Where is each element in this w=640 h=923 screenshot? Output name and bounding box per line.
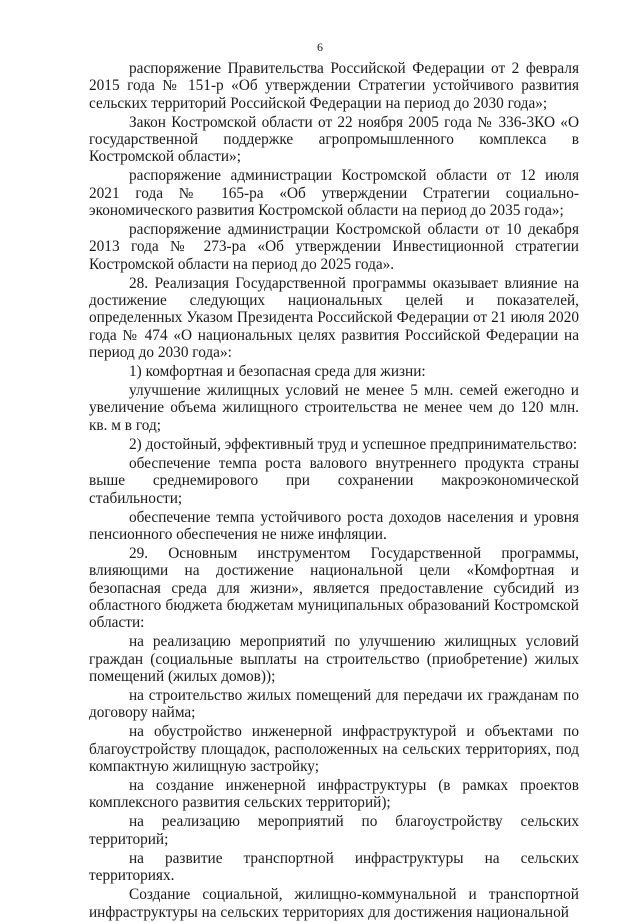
paragraph-investment-strategy: распоряжение администрации Костромской области от 10 декабря 2013 года № 273-ра «Об утверждении Инвестиционной стратегии Костромской области на период до 2025 года».	[89, 221, 579, 273]
paragraph-goal-2-indicator-gdp: обеспечение темпа роста валового внутреннего продукта страны выше среднемирового при сохранении макроэкономической стабильности;	[89, 454, 579, 507]
paragraph-section-29: 29. Основным инструментом Государственной программы, влияющими на достижение национальной цели «Комфортная и безопасная среда для жизни», является предоставление субсидий из областного бюджета бюджетам муниципальных образований Костромской области:	[89, 544, 579, 632]
page-number: 6	[317, 40, 323, 54]
paragraph-subsidy-rental: на строительство жилых помещений для передачи их гражданам по договору найма;	[89, 686, 579, 722]
paragraph-section-28: 28. Реализация Государственной программы оказывает влияние на достижение следующих национальных целей и показателей, определенных Указом Президента Российской Федерации от 21 июля 2020 года № 474 «О национальных целях развития Российской Федерации на период до 2030 года»:	[89, 274, 579, 361]
paragraph-law-336: Закон Костромской области от 22 ноября 2005 года № 336-3КО «О государственной поддержке агропромышленного комплекса в Костромской области»;	[89, 113, 579, 166]
paragraph-subsidy-engineering: на создание инженерной инфраструктуры (в рамках проектов комплексного развития сельских территорий);	[89, 777, 579, 812]
paragraph-subsidy-housing: на реализацию мероприятий по улучшению жилищных условий граждан (социальные выплаты на строительство (приобретение) жилых помещений (жилых домов));	[89, 633, 579, 685]
paragraph-goal-1: 1) комфортная и безопасная среда для жизни:	[129, 363, 426, 381]
paragraph-subsidy-transport: на развитие транспортной инфраструктуры на сельских территориях.	[89, 849, 579, 885]
paragraph-strategy-rural-2030: распоряжение Правительства Российской Федерации от 2 февраля 2015 года № 151-р «Об утверждении Стратегии устойчивого развития сельских территорий Российской Федерации на период до 2030 года»;	[89, 60, 579, 112]
paragraph-social-infrastructure: Создание социальной, жилищно-коммунальной и транспортной инфраструктуры на сельских территориях для достижения национальной	[89, 886, 579, 921]
document-body	[89, 60, 579, 923]
paragraph-goal-2: 2) достойный, эффективный труд и успешное предпринимательство:	[129, 435, 578, 453]
paragraph-subsidy-improvement: на реализацию мероприятий по благоустройству сельских территорий;	[89, 813, 579, 848]
paragraph-subsidy-infrastructure-sites: на обустройство инженерной инфраструктурой и объектами по благоустройству площадок, расположенных на сельских территориях, под компактную жилищную застройку;	[89, 723, 579, 775]
paragraph-goal-2-indicator-income: обеспечение темпа устойчивого роста доходов населения и уровня пенсионного обеспечения не ниже инфляции.	[89, 508, 579, 543]
paragraph-goal-1-indicator: улучшение жилищных условий не менее 5 млн. семей ежегодно и увеличение объема жилищного строительства не менее чем до 120 млн. кв. м в год;	[89, 382, 579, 434]
paragraph-strategy-2035: распоряжение администрации Костромской области от 12 июля 2021 года № 165-ра «Об утверждении Стратегии социально-экономического развития Костромской области на период до 2035 года»;	[89, 167, 579, 219]
